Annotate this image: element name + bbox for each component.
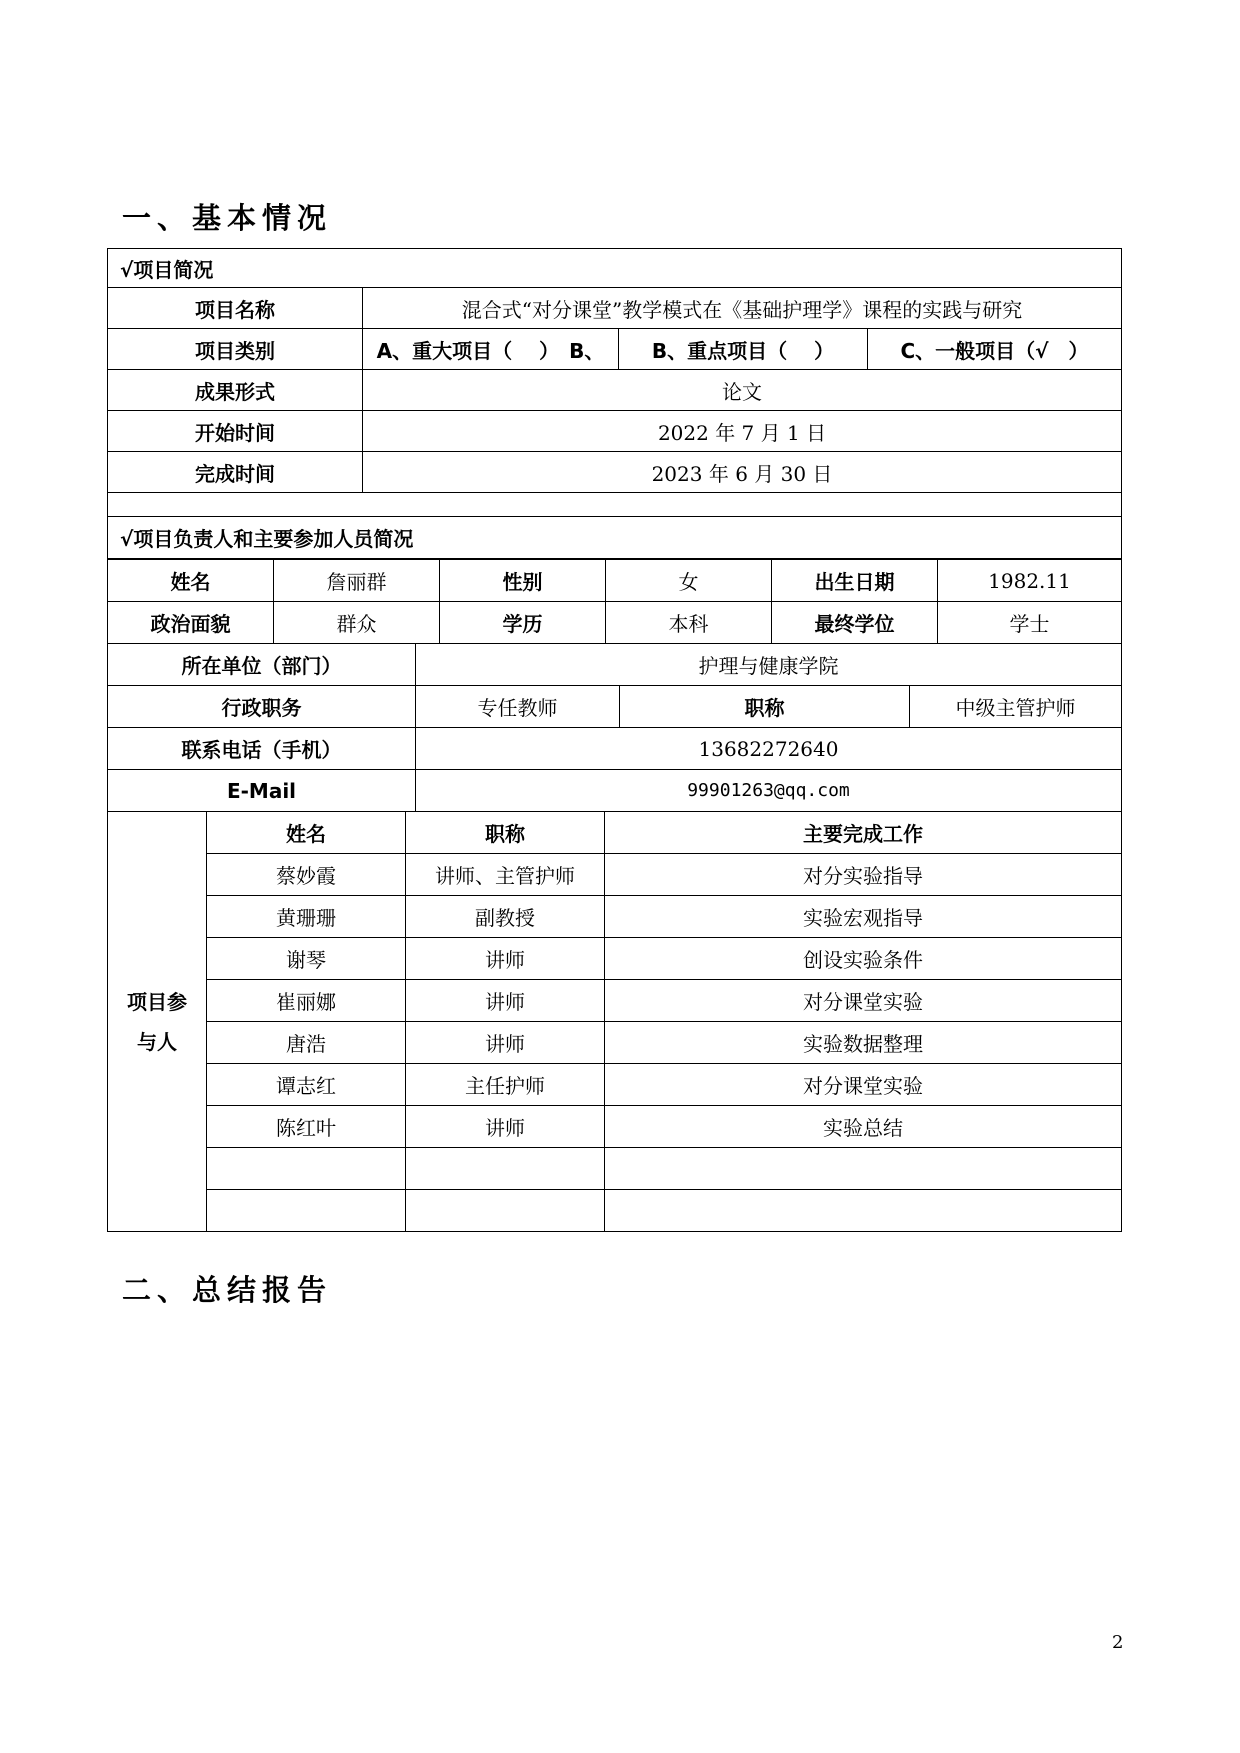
participants-header-name: 姓名 — [207, 812, 406, 854]
participant-title: 讲师 — [406, 980, 605, 1022]
result-form-value: 论文 — [363, 370, 1122, 411]
participant-work: 实验总结 — [605, 1106, 1122, 1148]
degree-label: 最终学位 — [772, 602, 938, 644]
table-row — [108, 1148, 1122, 1190]
spacer-row — [108, 493, 1122, 517]
project-overview-section-label: √项目简况 — [108, 249, 1122, 288]
start-date-value: 2022 年 7 月 1 日 — [363, 411, 1122, 452]
email-label: E-Mail — [108, 770, 416, 812]
phone-label: 联系电话（手机） — [108, 728, 416, 770]
participant-title: 副教授 — [406, 896, 605, 938]
participant-name: 蔡妙霞 — [207, 854, 406, 896]
participant-title: 讲师 — [406, 1022, 605, 1064]
participant-work: 实验数据整理 — [605, 1022, 1122, 1064]
table-row — [108, 1106, 1122, 1148]
participant-name: 崔丽娜 — [207, 980, 406, 1022]
leader-name-label: 姓名 — [108, 560, 274, 602]
personnel-section-label: √项目负责人和主要参加人员简况 — [108, 517, 1122, 559]
participant-name: 唐浩 — [207, 1022, 406, 1064]
result-form-label: 成果形式 — [108, 370, 363, 411]
participants-header-work: 主要完成工作 — [605, 812, 1122, 854]
section-heading-summary-report: 二、总结报告 — [122, 1273, 333, 1307]
participant-work: 创设实验条件 — [605, 938, 1122, 980]
political-status-value: 群众 — [274, 602, 440, 644]
participants-table — [107, 811, 1122, 1232]
participant-title: 主任护师 — [406, 1064, 605, 1106]
participant-name: 黄珊珊 — [207, 896, 406, 938]
table-row — [108, 1022, 1122, 1064]
participant-name — [207, 1148, 406, 1190]
participant-name: 谢琴 — [207, 938, 406, 980]
section-heading-basic-info: 一、基本情况 — [122, 201, 333, 235]
participant-name: 谭志红 — [207, 1064, 406, 1106]
participant-work — [605, 1190, 1122, 1232]
participants-group-label-line1: 项目参 — [127, 989, 187, 1014]
page-number: 2 — [1112, 1632, 1124, 1653]
professional-title-label: 职称 — [620, 686, 910, 728]
table-row — [108, 1064, 1122, 1106]
table-row — [108, 1190, 1122, 1232]
participants-group-label-line2: 与人 — [137, 1029, 177, 1054]
project-name-value: 混合式“对分课堂”教学模式在《基础护理学》课程的实践与研究 — [363, 288, 1122, 329]
admin-position-value: 专任教师 — [416, 686, 620, 728]
participant-name — [207, 1190, 406, 1232]
birth-date-value: 1982.11 — [938, 560, 1122, 602]
participants-header-title: 职称 — [406, 812, 605, 854]
leader-name-value: 詹丽群 — [274, 560, 440, 602]
participant-work — [605, 1148, 1122, 1190]
project-overview-table — [107, 248, 1122, 559]
participant-title — [406, 1148, 605, 1190]
gender-value: 女 — [606, 560, 772, 602]
project-category-label: 项目类别 — [108, 329, 363, 370]
gender-label: 性别 — [440, 560, 606, 602]
participant-work: 对分课堂实验 — [605, 980, 1122, 1022]
category-option-major: A、重大项目（ ） B、 — [363, 329, 619, 370]
category-option-general: C、一般项目（√ ） — [868, 329, 1122, 370]
birth-date-label: 出生日期 — [772, 560, 938, 602]
education-value: 本科 — [606, 602, 772, 644]
email-value: 99901263@qq.com — [416, 770, 1122, 812]
end-date-label: 完成时间 — [108, 452, 363, 493]
unit-label: 所在单位（部门） — [108, 644, 416, 686]
unit-value: 护理与健康学院 — [416, 644, 1122, 686]
participant-title: 讲师 — [406, 1106, 605, 1148]
participants-group-label — [108, 812, 207, 1232]
political-status-label: 政治面貌 — [108, 602, 274, 644]
table-row — [108, 938, 1122, 980]
participant-name: 陈红叶 — [207, 1106, 406, 1148]
table-row — [108, 854, 1122, 896]
professional-title-value: 中级主管护师 — [910, 686, 1122, 728]
leader-info-table — [107, 559, 1122, 644]
participant-work: 实验宏观指导 — [605, 896, 1122, 938]
admin-position-label: 行政职务 — [108, 686, 416, 728]
start-date-label: 开始时间 — [108, 411, 363, 452]
degree-value: 学士 — [938, 602, 1122, 644]
participant-title: 讲师 — [406, 938, 605, 980]
table-row — [108, 896, 1122, 938]
category-option-key: B、重点项目（ ） — [619, 329, 868, 370]
leader-contact-table — [107, 643, 1122, 812]
education-label: 学历 — [440, 602, 606, 644]
participant-title — [406, 1190, 605, 1232]
end-date-value: 2023 年 6 月 30 日 — [363, 452, 1122, 493]
phone-value: 13682272640 — [416, 728, 1122, 770]
project-name-label: 项目名称 — [108, 288, 363, 329]
participant-work: 对分实验指导 — [605, 854, 1122, 896]
participant-work: 对分课堂实验 — [605, 1064, 1122, 1106]
participant-title: 讲师、主管护师 — [406, 854, 605, 896]
table-row — [108, 980, 1122, 1022]
